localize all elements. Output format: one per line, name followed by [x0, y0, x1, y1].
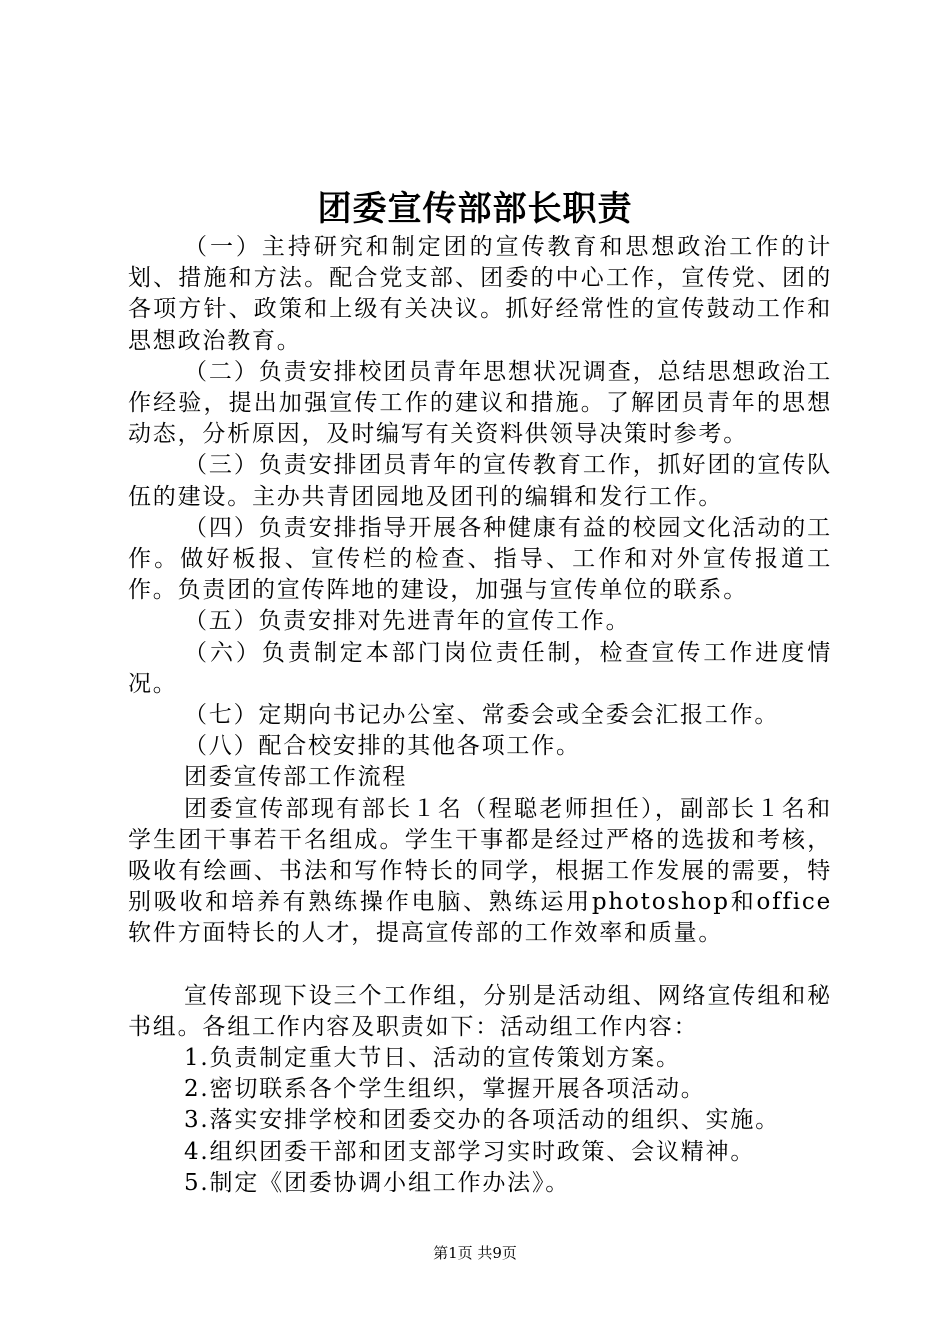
duty-paragraph-5: （五）负责安排对先进青年的宣传工作。 [184, 608, 631, 635]
duty-paragraph-8: （八）配合校安排的其他各项工作。 [184, 733, 581, 760]
duty-paragraph-7: （七）定期向书记办公室、常委会或全委会汇报工作。 [184, 702, 780, 729]
page-number-footer: 第1页 共9页 [433, 1244, 517, 1262]
list-item: 5.制定《团委协调小组工作办法》。 [184, 1169, 571, 1196]
duty-paragraph-6: （六）负责制定本部门岗位责任制，检查宣传工作进度情况。 [128, 639, 832, 697]
section-paragraph-staff: 团委宣传部现有部长１名（程聪老师担任），副部长１名和学生团干事若干名组成。学生干事都是经过严格的选拔和考核，吸收有绘画、书法和写作特长的同学，根据工作发展的需要，特别吸收和培养有熟练操作电脑、熟练运用photoshop和office软件方面特长的人才，提高宣传部的工作效率和质量。 [128, 795, 832, 947]
duty-paragraph-3: （三）负责安排团员青年的宣传教育工作，抓好团的宣传队伍的建设。主办共青团园地及团刊的编辑和发行工作。 [128, 452, 832, 510]
list-item: 4.组织团委干部和团支部学习实时政策、会议精神。 [184, 1138, 756, 1165]
section-heading: 团委宣传部工作流程 [184, 764, 408, 791]
document-body [128, 232, 832, 1199]
list-item: 2.密切联系各个学生组织，掌握开展各项活动。 [184, 1076, 706, 1103]
list-item: 1.负责制定重大节日、活动的宣传策划方案。 [184, 1045, 681, 1072]
document-title: 团委宣传部部长职责 [317, 189, 633, 229]
paragraph-spacer [128, 950, 832, 981]
duty-paragraph-2: （二）负责安排校团员青年思想状况调查，总结思想政治工作经验，提出加强宣传工作的建议和措施。了解团员青年的思想动态，分析原因，及时编写有关资料供领导决策时参考。 [128, 358, 832, 448]
duty-paragraph-4: （四）负责安排指导开展各种健康有益的校园文化活动的工作。做好板报、宣传栏的检查、指导、工作和对外宣传报道工作。负责团的宣传阵地的建设，加强与宣传单位的联系。 [128, 514, 832, 604]
list-item: 3.落实安排学校和团委交办的各项活动的组织、实施。 [184, 1107, 780, 1134]
section-paragraph-groups: 宣传部现下设三个工作组，分别是活动组、网络宣传组和秘书组。各组工作内容及职责如下：活动组工作内容： [128, 982, 832, 1040]
duty-paragraph-1: （一）主持研究和制定团的宣传教育和思想政治工作的计划、措施和方法。配合党支部、团委的中心工作，宣传党、团的各项方针、政策和上级有关决议。抓好经常性的宣传鼓动工作和思想政治教育。 [128, 234, 832, 354]
